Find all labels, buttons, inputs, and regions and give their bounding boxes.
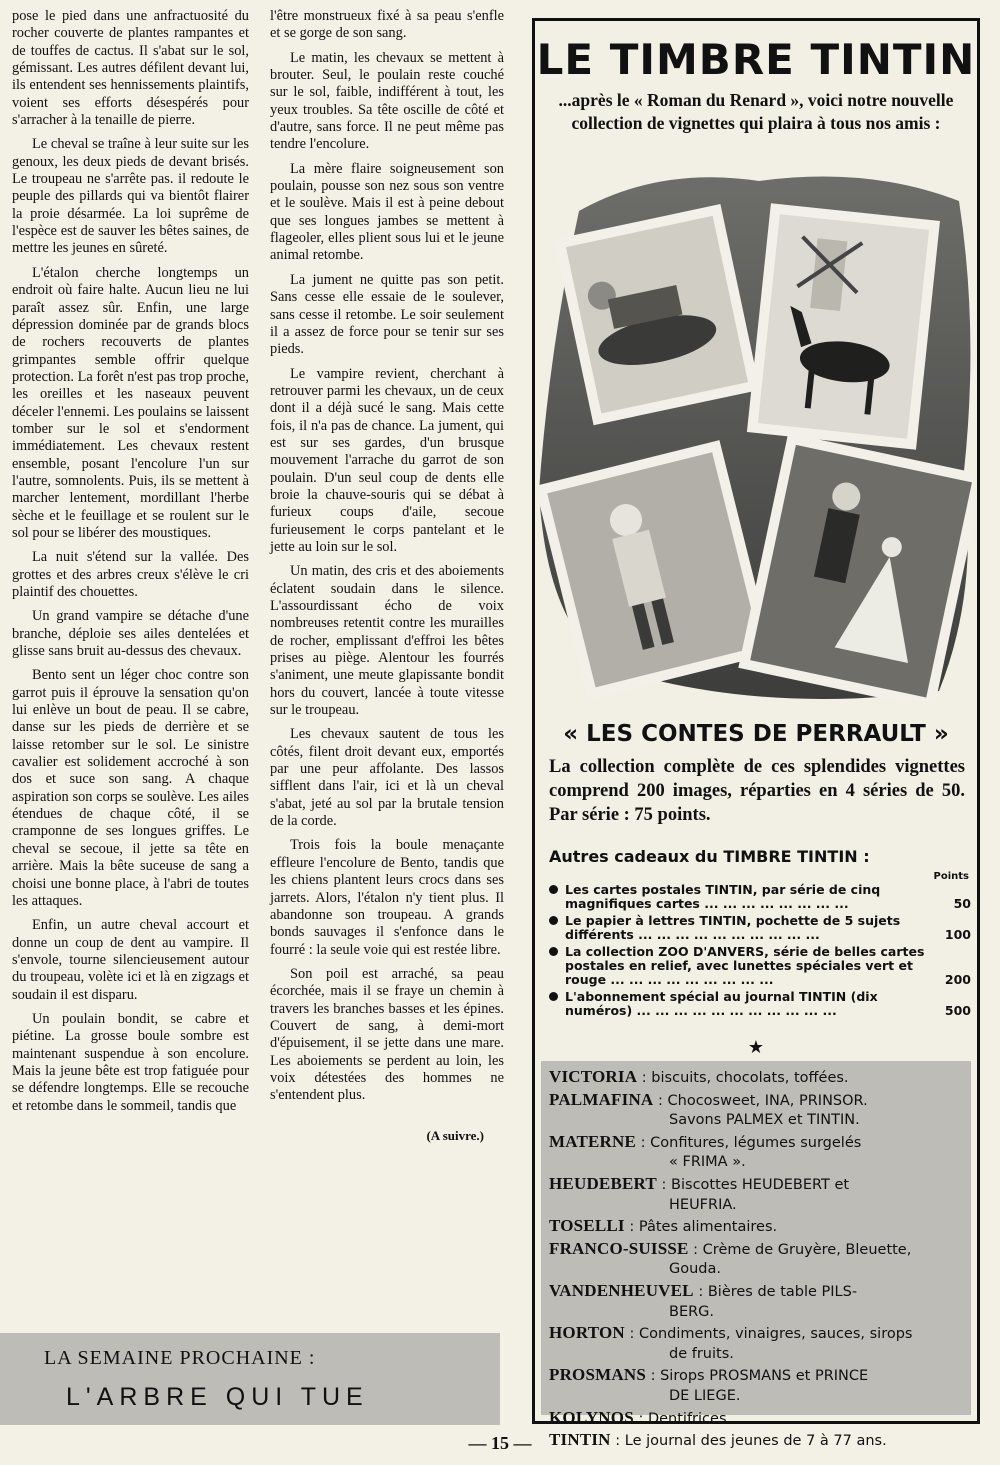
story-paragraph: La mère flaire soigneusement son poulain, pousse son nez sous son ventre et le soulève. Mais il est à peine debout que ses longues jambes se mettent à flageoler, elles plient sous lui et le jeune animal retombe. <box>270 160 504 264</box>
story-paragraph: Le cheval se traîne à leur suite sur les genoux, les deux pieds de devant brisés. Le troupeau ne s'arrête pas. il redoute le peuple des pillards qui va bientôt flairer la proie désarmée. La loi suprême de l'espèce est de sauver les bêtes saines, de mettre les jeunes en sûreté. <box>12 136 249 257</box>
brand-products-continued: HEUFRIA. <box>669 1196 737 1213</box>
brand-name: KOLYNOS <box>549 1407 634 1427</box>
brand-products: : Le journal des jeunes de 7 à 77 ans. <box>610 1433 887 1450</box>
brand-entry <box>549 1430 963 1452</box>
story-paragraph: pose le pied dans une anfractuosité du rocher couverte de plantes rampantes et de touffes de cactus. Il s'abat sur le sol, gémissant. Les autres défilent devant lui, ils entendent ses hennissements plaintifs, voient ses efforts désespérés pour s'arracher à la tenaille de pierre. <box>12 8 249 129</box>
brand-products: : Chocosweet, INA, PRINSOR. <box>653 1092 868 1109</box>
brand-name: PROSMANS <box>549 1365 646 1385</box>
story-paragraph: l'être monstrueux fixé à sa peau s'enfle et se gorge de son sang. <box>270 8 504 42</box>
star-icon: ★ <box>747 1037 765 1057</box>
brand-products: : Sirops PROSMANS et PRINCE <box>646 1368 869 1385</box>
ad-intro: ...après le « Roman du Renard », voici notre nouvelle collection de vignettes qui plaira à tous nos amis : <box>558 90 954 133</box>
brand-products-continued: Savons PALMEX et TINTIN. <box>669 1112 860 1129</box>
sponsor-brands-panel <box>541 1061 971 1450</box>
brand-products-continued: « FRIMA ». <box>669 1154 746 1171</box>
story-paragraph: Le vampire revient, cherchant à retrouver parmi les chevaux, un de ceux dont il a déjà sucé le sang. Mais cette fois, il n'a pas de chance. La jument, qui est sur ses gardes, d'un brusque mouvement l'arrache du garrot de son poulain. D'un seul coup de dents elle broie la chauve-souris qui se débat à furieux coups d'aile, secoue furieusement le corps pantelant et le jette au loin sur le sol. <box>270 365 504 555</box>
story-paragraph: Trois fois la boule menaçante effleure l'encolure de Bento, tandis que les chiens plantent leurs crocs dans ses jarrets. Alors, l'étalon n'y tient plus. Il abandonne son troupeau. A grands bonds sauvages il s'enfonce dans le fourré : la seule voie qui est restée libre. <box>270 837 504 958</box>
story-paragraph: Un grand vampire se détache d'une branche, déploie ses ailes dentelées et glisse sans bruit au-dessus des chevaux. <box>12 608 249 660</box>
brand-name: HORTON <box>549 1323 625 1343</box>
collection-description: La collection complète de ces splendides vignettes comprend 200 images, réparties en 4 séries de 50. Par série : 75 points. <box>549 757 965 825</box>
brand-products: : Bières de table PILS- <box>693 1283 858 1300</box>
bullet-icon <box>549 916 558 925</box>
brand-entry <box>549 1132 963 1173</box>
brand-name: TOSELLI <box>549 1216 625 1236</box>
gift-item: Le papier à lettres TINTIN, pochette de 5 sujets différents ... ... ... ... ... ... ... ... ... ... 100 <box>549 914 971 942</box>
bullet-icon <box>549 885 558 894</box>
brand-name: PALMAFINA <box>549 1089 654 1109</box>
brand-products-continued: de fruits. <box>669 1345 734 1362</box>
brand-name: TINTIN <box>549 1430 611 1450</box>
story-paragraph: L'étalon cherche longtemps un endroit où faire halte. Aucun lieu ne lui paraît assez sûr. Enfin, une large dépression dominée par de grands blocs de rochers recouverts de plantes grimpantes semble offrir quelque protection. La forêt n'est pas trop proche, les oreilles et les naseaux peuvent déceler l'ennemi. Les poulains se laissent tomber sur le sol et s'endorment immédiatement. Les chevaux restent ensemble, posant l'encolure l'un sur l'autre, somnolents. Puis, ils se mettent à marcher lentement, mordillant l'herbe sèche et le feuillage et se roulent sur le sol pour se libérer des moustiques. <box>12 264 249 541</box>
brand-products: : biscuits, chocolats, toffées. <box>637 1070 849 1086</box>
brand-products: : Crème de Gruyère, Bleuette, <box>688 1241 912 1258</box>
brand-entry <box>549 1281 963 1322</box>
brand-entry <box>549 1216 963 1238</box>
brand-products: : Confitures, légumes surgelés <box>636 1134 862 1151</box>
story-paragraph: Un poulain bondit, se cabre et piétine. La grosse boule sombre est maintenant suspendue à son encolure. Mais la jeune bête est trop fatiguée pour se défendre longtemps. Elle se recouche et retombe dans le sommeil, tandis que <box>12 1010 249 1114</box>
brand-products: : Pâtes alimentaires. <box>624 1219 778 1236</box>
next-week-title: L'ARBRE QUI TUE <box>66 1383 369 1411</box>
brand-entry <box>549 1067 963 1089</box>
collection-title: « LES CONTES DE PERRAULT » <box>563 721 949 747</box>
story-paragraph: Le matin, les chevaux se mettent à brouter. Seul, le poulain reste couché sur le sol, faible, indifférent à tout, les yeux troubles. Sa tête oscille de côté et d'autre, sans force. Il ne peut même pas tendre l'encolure. <box>270 49 504 153</box>
page-number: — 15 — <box>468 1433 532 1453</box>
brand-name: VANDENHEUVEL <box>549 1280 694 1300</box>
story-paragraph: La nuit s'étend sur la vallée. Des grottes et des arbres creux s'élève le cri plaintif des chouettes. <box>12 549 249 600</box>
brand-entry <box>549 1365 963 1406</box>
gift-item: Les cartes postales TINTIN, par série de cinq magnifiques cartes ... ... ... ... ... ... ... ... 50 <box>549 883 971 911</box>
story-paragraph: Les chevaux sautent de tous les côtés, filent droit devant eux, emportés par une peur affolante. Des lassos sifflent dans l'air, ici et là un cheval s'abat, jeté au sol par la brutale tension de la corde. <box>270 726 504 830</box>
brand-entry <box>549 1090 963 1131</box>
timbre-tintin-ad <box>532 18 980 1450</box>
brand-products: : Dentifrices. <box>633 1410 732 1427</box>
ad-title: LE TIMBRE TINTIN <box>536 35 976 84</box>
brand-products: : Condiments, vinaigres, sauces, sirops <box>624 1326 913 1343</box>
gift-item: La collection ZOO D'ANVERS, série de belles cartes postales en relief, avec lunettes spéciales vert et rouge ... ... ... ... ... ... ... ... ... 200 <box>549 945 971 987</box>
gifts-list <box>549 883 971 1021</box>
brand-entry <box>549 1323 963 1364</box>
brand-entry <box>549 1174 963 1215</box>
other-gifts-title: Autres cadeaux du TIMBRE TINTIN : <box>549 847 870 866</box>
story-column-2 <box>270 8 504 1144</box>
brand-entry <box>549 1239 963 1280</box>
next-week-banner <box>0 1333 500 1425</box>
brand-name: MATERNE <box>549 1131 637 1151</box>
gift-item: L'abonnement spécial au journal TINTIN (dix numéros) ... ... ... ... ... ... ... ... ... ... ... 500 <box>549 990 971 1018</box>
brand-entry <box>549 1408 963 1430</box>
bullet-icon <box>549 992 558 1001</box>
to-be-continued: (A suivre.) <box>426 1127 484 1143</box>
points-header: Points <box>933 871 969 882</box>
brand-name: VICTORIA <box>549 1067 638 1086</box>
story-paragraph: La jument ne quitte pas son petit. Sans cesse elle essaie de le soulever, sans cesse il retombe. Le soir seulement il a assez de force pour se tenir sur ses pieds. <box>270 271 504 358</box>
brand-products-continued: Gouda. <box>669 1261 721 1278</box>
bullet-icon <box>549 947 558 956</box>
brand-products-continued: BERG. <box>669 1303 715 1320</box>
brand-products-continued: DE LIEGE. <box>669 1387 741 1404</box>
brand-products: : Biscottes HEUDEBERT et <box>656 1176 850 1193</box>
perrault-cards-illustration <box>539 171 973 701</box>
story-paragraph: Bento sent un léger choc contre son garrot puis il éprouve la sensation qu'on lui enlève un bout de peau. Il se cabre, danse sur les pieds de derrière et se laisse retomber sur le sol. Le sinistre cavalier est solidement accroché à son dos et suce son sang. A chaque aspiration son corps se soulève. Les ailes étendues de chaque côté, il se cramponne de ses longues griffes. Le cheval se secoue, il jette sa tête en arrière. Mais la bête suceuse de sang a choisi une bonne place, à l'abri de toutes les attaques. <box>12 667 249 909</box>
card-donkey <box>747 203 940 450</box>
brand-name: HEUDEBERT <box>549 1173 657 1193</box>
next-week-label: LA SEMAINE PROCHAINE : <box>44 1347 316 1369</box>
story-paragraph: Son poil est arraché, sa peau écorchée, mais il se fraye un chemin à travers les branches basses et les épines. Couvert de sang, à demi-mort d'épuisement, il se jette dans une mare. Les aboiements se perdent au loin, les voix détestées des hommes ne s'entendent plus. <box>270 965 504 1104</box>
story-paragraph: Enfin, un autre cheval accourt et donne un coup de dent au vampire. Il s'envole, tourne silencieusement autour du troupeau, volète ici et là en zigzags et soudain il est disparu. <box>12 917 249 1003</box>
brand-name: FRANCO-SUISSE <box>549 1238 689 1258</box>
story-paragraph: Un matin, des cris et des aboiements éclatent soudain dans le silence. L'assourdissant écho de voix nombreuses retentit contre les murailles de rocher, emplissant d'effroi les bêtes prises au piège. Alentour les fourrés s'animent, une meute glapissante bondit hors du couvert, lancée à toute vitesse sur le troupeau. <box>270 563 504 719</box>
story-column-1 <box>12 8 249 1122</box>
